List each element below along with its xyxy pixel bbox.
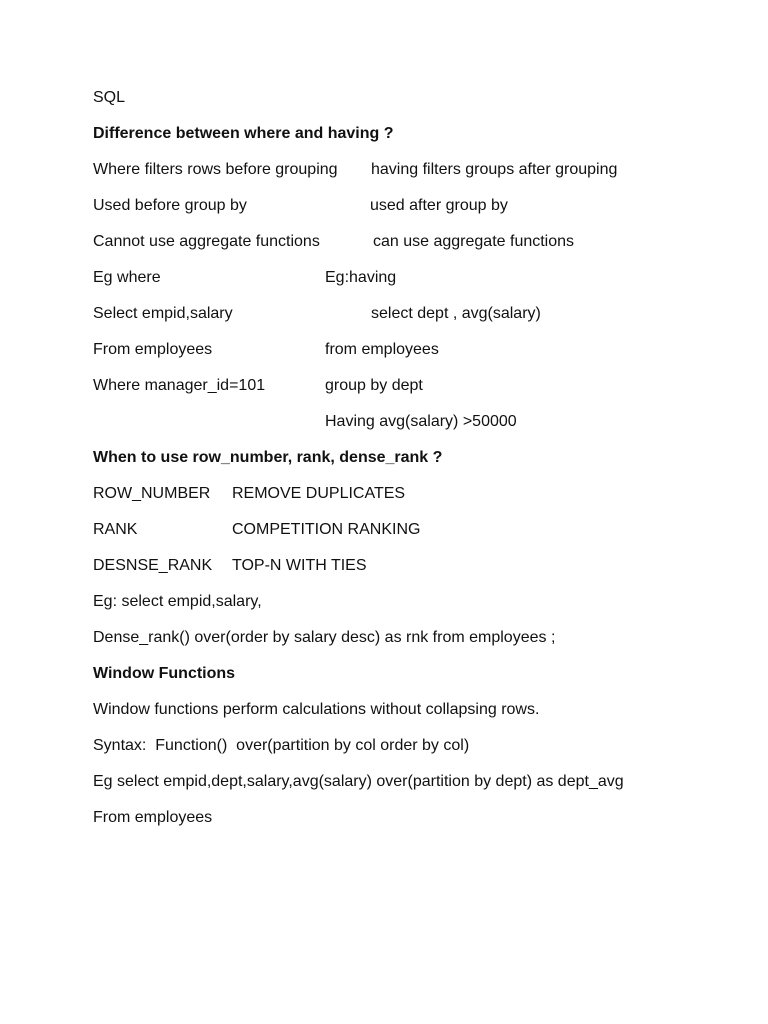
comparison-left-text: From employees [93, 341, 213, 358]
ranking-example-line: Dense_rank() over(order by salary desc) as rnk from employees ; [93, 629, 556, 646]
comparison-left-text: Where manager_id=101 [93, 377, 266, 394]
ranking-function-use: REMOVE DUPLICATES [232, 485, 406, 502]
comparison-left-text: Select empid,salary [93, 305, 233, 322]
window-functions-description: Window functions perform calculations without collapsing rows. [93, 701, 540, 718]
window-functions-syntax: Syntax: Function() over(partition by col order by col) [93, 737, 470, 754]
comparison-left-text: Where filters rows before grouping [93, 161, 338, 178]
comparison-left-text: Cannot use aggregate functions [93, 233, 320, 250]
ranking-function-name: ROW_NUMBER [93, 485, 211, 502]
section-heading-ranking-functions: When to use row_number, rank, dense_rank ? [93, 449, 443, 466]
comparison-right-text: from employees [325, 341, 439, 358]
comparison-right-text: having filters groups after grouping [371, 161, 618, 178]
ranking-example-line: Eg: select empid,salary, [93, 593, 262, 610]
window-functions-example-line: Eg select empid,dept,salary,avg(salary) over(partition by dept) as dept_avg [93, 773, 624, 790]
comparison-left-text: Used before group by [93, 197, 247, 214]
comparison-right-text: can use aggregate functions [373, 233, 575, 250]
comparison-right-text: Having avg(salary) >50000 [325, 413, 517, 430]
ranking-function-name: RANK [93, 521, 138, 538]
ranking-function-use: COMPETITION RANKING [232, 521, 421, 538]
section-heading-where-vs-having: Difference between where and having ? [93, 125, 394, 142]
section-heading-window-functions: Window Functions [93, 665, 236, 682]
comparison-right-text: Eg:having [325, 269, 397, 286]
comparison-right-text: group by dept [325, 377, 423, 394]
comparison-right-text: used after group by [370, 197, 508, 214]
ranking-function-name: DESNSE_RANK [93, 557, 213, 574]
document-title: SQL [93, 89, 126, 106]
window-functions-example-line: From employees [93, 809, 213, 826]
comparison-left-text: Eg where [93, 269, 161, 286]
ranking-function-use: TOP-N WITH TIES [232, 557, 367, 574]
comparison-right-text: select dept , avg(salary) [371, 305, 541, 322]
